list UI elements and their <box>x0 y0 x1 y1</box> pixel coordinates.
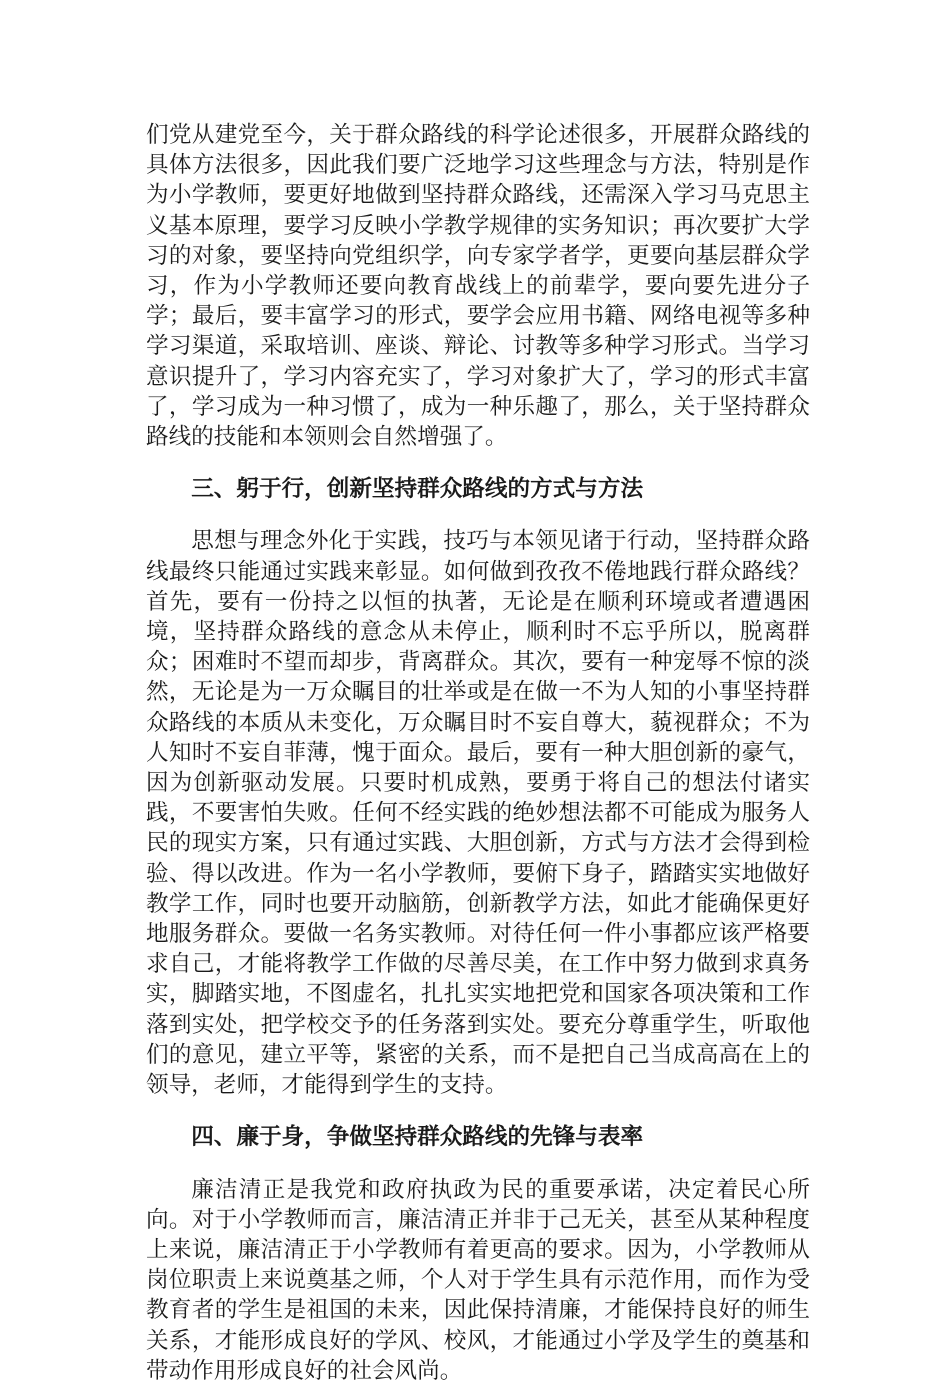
paragraph-continuation: 们党从建党至今，关于群众路线的科学论述很多，开展群众路线的具体方法很多，因此我们要广泛地学习这些理念与方法，特别是作为小学教师，要更好地做到坚持群众路线，还需深入学习马克思主义基本原理，要学习反映小学教学规律的实务知识；再次要扩大学习的对象，要坚持向党组织学，向专家学者学，更要向基层群众学习，作为小学教师还要向教育战线上的前辈学，要向要先进分子学；最后，要丰富学习的形式，要学会应用书籍、网络电视等多种学习渠道，采取培训、座谈、辩论、讨教等多种学习形式。当学习意识提升了，学习内容充实了，学习对象扩大了，学习的形式丰富了，学习成为一种习惯了，成为一种乐趣了，那么，关于坚持群众路线的技能和本领则会自然增强了。 <box>146 122 810 451</box>
spacer <box>146 452 810 474</box>
document-page <box>146 120 810 1386</box>
section-4-body: 廉洁清正是我党和政府执政为民的重要承诺，决定着民心所向。对于小学教师而言，廉洁清正并非于己无关，甚至从某种程度上来说，廉洁清正于小学教师有着更高的要求。因为，小学教师从岗位职责上来说奠基之师，个人对于学生具有示范作用，而作为受教育者的学生是祖国的未来，因此保持清廉，才能保持良好的师生关系，才能形成良好的学风、校风，才能通过小学及学生的奠基和带动作用形成良好的社会风尚。 <box>146 1176 810 1384</box>
spacer <box>146 504 810 526</box>
spacer <box>146 1153 810 1175</box>
section-3-body: 思想与理念外化于实践，技巧与本领见诸于行动，坚持群众路线最终只能通过实践来彰显。如何做到孜孜不倦地践行群众路线？首先，要有一份持之以恒的执著，无论是在顺利环境或者遭遇困境，坚持群众路线的意念从未停止，顺利时不忘乎所以，脱离群众；困难时不望而却步，背离群众。其次，要有一种宠辱不惊的淡然，无论是为一万众瞩目的壮举或是在做一不为人知的小事坚持群众路线的本质从未变化，万众瞩目时不妄自尊大，藐视群众；不为人知时不妄自菲薄，愧于面众。最后，要有一种大胆创新的豪气，因为创新驱动发展。只要时机成熟，要勇于将自己的想法付诸实践，不要害怕失败。任何不经实践的绝妙想法都不可能成为服务人民的现实方案，只有通过实践、大胆创新，方式与方法才会得到检验、得以改进。作为一名小学教师，要俯下身子，踏踏实实地做好教学工作，同时也要开动脑筋，创新教学方法，如此才能确保更好地服务群众。要做一名务实教师。对待任何一件小事都应该严格要求自己，才能将教学工作做的尽善尽美，在工作中努力做到求真务实，脚踏实地，不图虚名，扎扎实实地把党和国家各项决策和工作落到实处，把学校交予的任务落到实处。要充分尊重学生，听取他们的意见，建立平等，紧密的关系，而不是把自己当成高高在上的领导，老师，才能得到学生的支持。 <box>146 528 810 1099</box>
spacer <box>146 1100 810 1122</box>
section-heading-4: 四、廉于身，争做坚持群众路线的先锋与表率 <box>191 1124 644 1151</box>
section-heading-3: 三、躬于行，创新坚持群众路线的方式与方法 <box>191 476 644 503</box>
